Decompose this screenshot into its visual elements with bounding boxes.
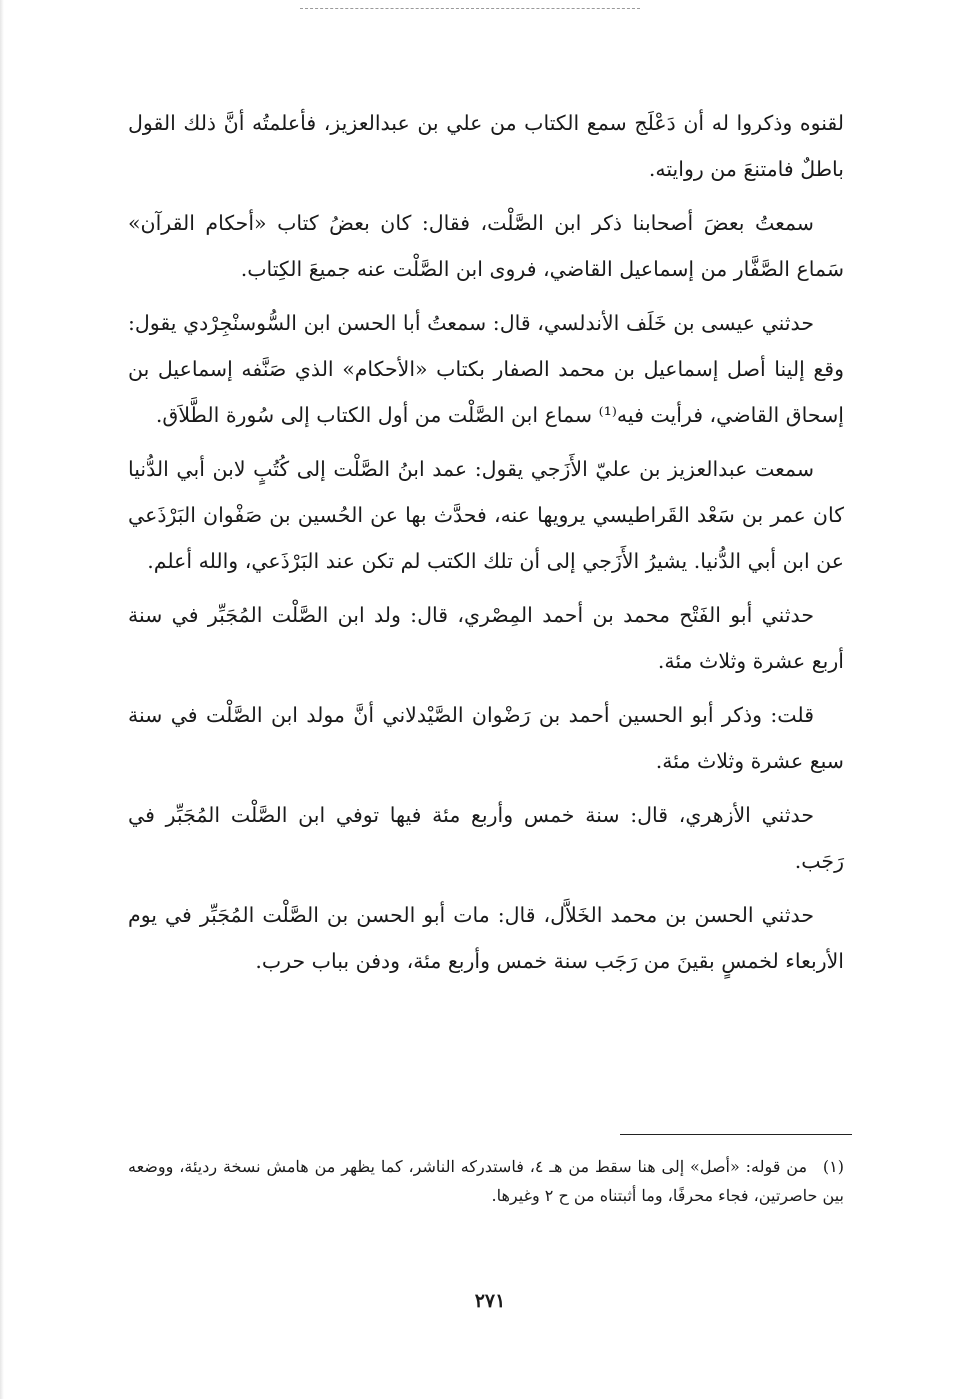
paragraph-2: سمعتُ بعضَ أصحابنا ذكر ابن الصَّلْت، فقال: كان بعضُ كتاب «أحكام القرآن» سَماع الصَّفَّار من إسماعيل القاضي، فروى ابن الصَّلْت عنه جميعَ الكِتاب. [128,211,844,281]
footnote-separator [620,1134,852,1135]
top-header-rule [300,8,640,9]
paragraph-8: حدثني الحسن بن محمد الخَلاَّل، قال: مات أبو الحسن بن الصَّلْت المُجَبِّر في يوم الأربعاء لخمسٍ بقينَ من رَجَب سنة خمس وأربع مئة، ودفن بباب حرب. [128,903,844,973]
footnote-marker: (١) [822,1157,844,1176]
paragraph-1: لقنوه وذكروا له أن دَعْلَج سمع الكتاب من علي بن عبدالعزيز، فأعلمتُه أنَّ ذلك القول باطلٌ فامتنعَ من روايته. [128,111,844,181]
footnote-text: من قوله: «أصل» إلى هنا سقط من هـ ٤، فاستدركه الناشر، كما يظهر من هامش نسخة رديئة، ووضعه بين حاصرتين، فجاء محرفًا، وما أثبتناه من ح ٢ وغيرها. [128,1157,844,1205]
paragraph-4: سمعت عبدالعزيز بن عليّ الأَزَجي يقول: عمد ابنُ الصَّلْت إلى كُتُبٍ لابن أبي الدُّنيا كان عمر بن سَعْد القَراطيسي يرويها عنه، فحدَّث بها عن الحُسين بن صَفْوان البَرْذَعي عن ابن أبي الدُّنيا. يشيرُ الأَزَجي إلى أن تلك الكتب لم تكن عند البَرْذَعي، والله أعلم. [128,457,844,573]
paragraph-6: قلت: وذكر أبو الحسين أحمد بن رَضْوان الصَّيْدلاني أنَّ مولد ابن الصَّلْت في سنة سبع عشرة وثلاث مئة. [128,703,844,773]
footnote [128,1152,844,1210]
main-text-body [128,100,844,992]
scan-edge-shadow [0,0,4,1399]
paragraph-3: حدثني عيسى بن خَلَف الأندلسي، قال: سمعتُ أبا الحسن ابن السُّوسنْجِرْدي يقول: وقع إلينا أصل إسماعيل بن محمد الصفار بكتاب «الأحكام» الذي صَنَّفه إسماعيل بن إسحاق القاضي، فرأيت فيه⁽¹⁾ سماع ابن الصَّلْت من أول الكتاب إلى سُورة الطَّلاَق. [128,311,844,427]
paragraph-7: حدثني الأزهري، قال: سنة خمس وأربع مئة فيها توفي ابن الصَّلْت المُجَبِّر في رَجَب. [128,803,844,873]
page-number: ٢٧١ [474,1290,506,1312]
paragraph-5: حدثني أبو الفَتْح محمد بن أحمد المِصْري، قال: ولد ابن الصَّلْت المُجَبِّر في سنة أربع عشرة وثلاث مئة. [128,603,844,673]
